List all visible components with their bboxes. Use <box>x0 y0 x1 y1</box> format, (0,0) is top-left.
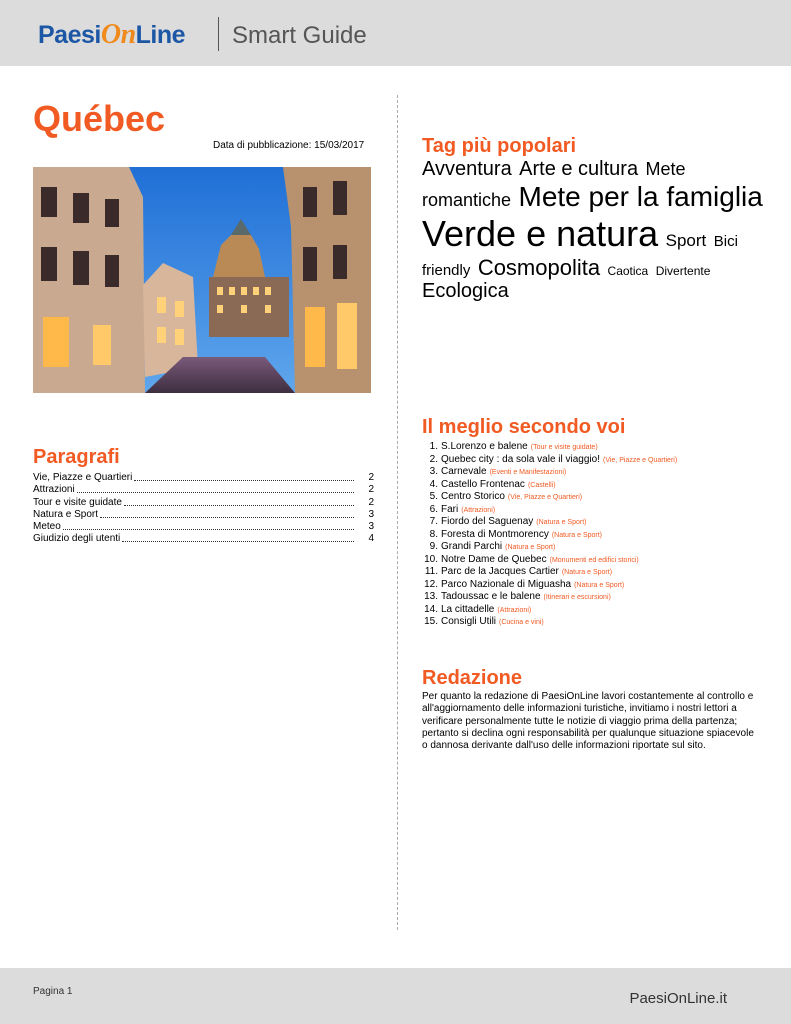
column-divider <box>397 95 398 930</box>
best-item-name: S.Lorenzo e balene <box>441 441 528 452</box>
best-item-name: Castello Frontenac <box>441 478 525 490</box>
best-item-name: Consigli Utili <box>441 616 497 627</box>
best-list-item[interactable] <box>422 604 782 617</box>
tag-link[interactable]: Bici friendly <box>422 233 738 279</box>
best-list-item[interactable] <box>422 454 782 467</box>
best-item-category: (Vie, Piazze e Quartieri) <box>602 456 678 464</box>
toc-leader <box>63 529 354 530</box>
best-item-number: 13. <box>424 591 438 602</box>
footer-band <box>0 968 791 1024</box>
guide-title: Smart Guide <box>232 22 367 49</box>
best-list-item[interactable] <box>422 516 782 529</box>
best-list-item[interactable] <box>422 504 782 517</box>
best-item-category: (Vie, Piazze e Quartieri) <box>507 494 583 501</box>
best-item-number: 10. <box>424 553 438 565</box>
best-item-name: Centro Storico <box>441 491 505 502</box>
best-item-category: (Natura e Sport) <box>551 531 603 539</box>
tag-link[interactable]: Mete romantiche <box>422 159 686 210</box>
best-list <box>422 441 782 629</box>
tag-link[interactable]: Cosmopolita <box>477 254 601 280</box>
best-list-item[interactable] <box>422 541 782 554</box>
best-item-number: 6. <box>429 503 438 515</box>
tags-title: Tag più popolari <box>422 135 577 157</box>
tag-link[interactable]: Verde e natura <box>422 213 659 255</box>
toc-row[interactable] <box>33 472 374 484</box>
best-item-name: Quebec city : da sola vale il viaggio! <box>441 453 600 465</box>
best-item-name: Notre Dame de Quebec <box>441 553 547 565</box>
toc-label: Giudizio degli utenti <box>33 533 121 545</box>
best-item-name: Foresta di Montmorency <box>441 528 549 540</box>
toc-label: Vie, Piazze e Quartieri <box>33 472 133 484</box>
best-item-number: 2. <box>429 453 438 465</box>
toc-row[interactable] <box>33 509 374 521</box>
best-item-category: (Itinerari e escursioni) <box>543 594 611 601</box>
best-item-category: (Natura e Sport) <box>505 544 556 551</box>
toc-label: Natura e Sport <box>33 508 99 520</box>
best-item-name: Fari <box>441 503 459 515</box>
tag-link[interactable]: Mete per la famiglia <box>518 181 763 212</box>
tag-link[interactable]: Avventura <box>422 158 512 180</box>
logo-divider <box>218 17 219 51</box>
best-item-category: (Natura e Sport) <box>536 519 587 526</box>
best-list-item[interactable] <box>422 554 782 567</box>
best-item-number: 7. <box>429 516 438 527</box>
tag-link[interactable]: Caotica <box>607 263 649 278</box>
toc-leader <box>100 517 354 518</box>
logo-text-line: Line <box>135 21 186 49</box>
best-item-number: 4. <box>429 478 438 490</box>
best-list-item[interactable] <box>422 566 782 579</box>
publication-date: Data di pubblicazione: 15/03/2017 <box>213 140 365 151</box>
best-list-item[interactable] <box>422 479 782 492</box>
best-item-name: Parco Nazionale di Miguasha <box>441 578 572 590</box>
toc-label: Attrazioni <box>33 484 75 496</box>
best-item-category: (Attrazioni) <box>497 606 532 614</box>
toc-leader <box>122 541 354 542</box>
best-item-number: 1. <box>429 441 438 452</box>
logo-text-on: On <box>100 19 136 50</box>
toc-page-number: 2 <box>368 472 374 484</box>
best-item-number: 8. <box>429 528 438 540</box>
logo-text-paesi: Paesi <box>38 21 101 49</box>
toc-page-number: 2 <box>368 496 374 508</box>
toc-leader <box>124 505 354 506</box>
toc-label: Meteo <box>33 520 61 532</box>
toc-row[interactable] <box>33 496 374 508</box>
tag-link[interactable]: Ecologica <box>422 279 509 302</box>
toc-page-number: 2 <box>368 484 374 496</box>
table-of-contents <box>33 472 374 545</box>
best-item-category: (Tour e visite guidate) <box>530 444 598 451</box>
best-item-name: Grandi Parchi <box>441 541 503 552</box>
best-item-category: (Natura e Sport) <box>574 581 625 589</box>
site-link[interactable]: PaesiOnLine.it <box>629 990 727 1007</box>
tag-link[interactable]: Divertente <box>655 263 711 278</box>
best-item-name: Parc de la Jacques Cartier <box>441 566 559 577</box>
page-number: Pagina 1 <box>33 986 73 997</box>
best-item-number: 11. <box>424 566 438 577</box>
redazione-title: Redazione <box>422 667 523 689</box>
redazione-text: Per quanto la redazione di PaesiOnLine lavori costantemente al controllo e all'aggiornamento delle informazioni turistiche, invitiamo i nostri lettori a verificare personalmente tutte le notizie di viaggio prima della partenza; pertanto si declina ogni responsabilità per qualunque situazione spiacevole o dannosa derivante dall'uso delle informazioni riportate sul sito. <box>422 691 754 752</box>
best-item-number: 3. <box>429 466 438 477</box>
best-item-number: 12. <box>424 578 438 590</box>
toc-row[interactable] <box>33 533 374 545</box>
best-item-number: 5. <box>429 491 438 502</box>
best-title: Il meglio secondo voi <box>422 416 626 438</box>
best-item-name: Tadoussac e le balene <box>441 591 541 602</box>
toc-label: Tour e visite guidate <box>33 496 122 508</box>
best-list-item[interactable] <box>422 591 782 604</box>
best-item-name: La cittadelle <box>441 603 495 615</box>
best-list-item[interactable] <box>422 529 782 542</box>
best-item-category: (Natura e Sport) <box>561 569 613 576</box>
best-item-number: 9. <box>429 541 438 552</box>
best-list-item[interactable] <box>422 441 782 454</box>
best-item-category: (Attrazioni) <box>461 506 496 514</box>
toc-row[interactable] <box>33 521 374 533</box>
tag-link[interactable]: Sport <box>665 231 707 251</box>
best-list-item[interactable] <box>422 466 782 479</box>
tag-link[interactable]: Arte e cultura <box>519 158 639 180</box>
toc-row[interactable] <box>33 484 374 496</box>
best-item-category: (Monumenti ed edifici storici) <box>549 556 639 564</box>
best-item-number: 14. <box>424 603 438 615</box>
city-photo-illustration <box>33 167 371 393</box>
best-list-item[interactable] <box>422 491 782 504</box>
page-title: Québec <box>33 98 166 139</box>
best-item-name: Fiordo del Saguenay <box>441 516 534 527</box>
best-item-category: (Castelli) <box>527 481 556 489</box>
best-item-category: (Cucina e vini) <box>499 619 544 626</box>
best-item-category: (Eventi e Manifestazioni) <box>489 469 567 476</box>
city-photo <box>33 167 371 393</box>
best-list-item[interactable] <box>422 616 782 629</box>
best-item-number: 15. <box>424 616 438 627</box>
tag-cloud <box>422 158 767 303</box>
toc-leader <box>77 492 354 493</box>
paesionline-logo[interactable] <box>38 19 185 51</box>
toc-page-number: 3 <box>368 520 374 532</box>
paragrafi-title: Paragrafi <box>33 446 120 468</box>
best-list-item[interactable] <box>422 579 782 592</box>
header-band <box>0 0 791 66</box>
best-item-name: Carnevale <box>441 466 487 477</box>
toc-leader <box>134 480 354 481</box>
toc-page-number: 3 <box>368 508 374 520</box>
toc-page-number: 4 <box>368 533 374 545</box>
